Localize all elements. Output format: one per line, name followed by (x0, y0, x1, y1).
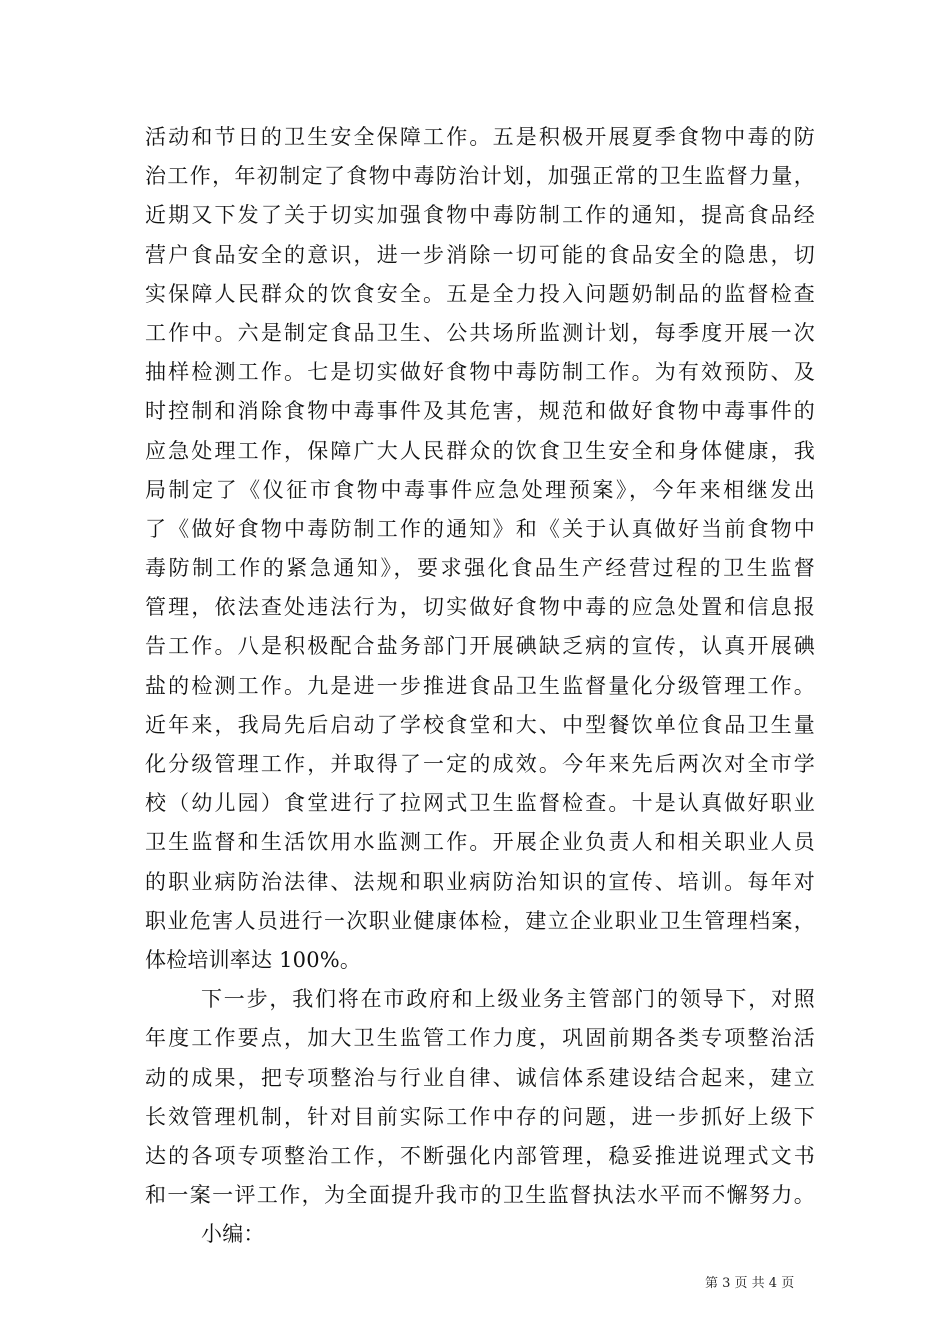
text-line: 和一案一评工作，为全面提升我市的卫生监督执法水平而不懈努力。 (145, 1183, 815, 1208)
text-line: 抽样检测工作。七是切实做好食物中毒防制工作。为有效预防、及 (145, 360, 815, 385)
text-line: 校（幼儿园）食堂进行了拉网式卫生监督检查。十是认真做好职业 (145, 791, 815, 816)
text-line: 卫生监督和生活饮用水监测工作。开展企业负责人和相关职业人员 (145, 830, 815, 855)
text-line: 体检培训率达 100%。 (145, 947, 362, 972)
text-line: 盐的检测工作。九是进一步推进食品卫生监督量化分级管理工作。 (145, 673, 815, 698)
text-line: 年度工作要点，加大卫生监管工作力度，巩固前期各类专项整治活 (145, 1026, 815, 1051)
text-line: 告工作。八是积极配合盐务部门开展碘缺乏病的宣传，认真开展碘 (145, 634, 815, 659)
text-line: 局制定了《仪征市食物中毒事件应急处理预案》，今年来相继发出 (145, 477, 815, 502)
editor-label: 小编： (201, 1222, 265, 1247)
text-line: 治工作，年初制定了食物中毒防治计划，加强正常的卫生监督力量， (145, 164, 815, 189)
text-line: 达的各项专项整治工作，不断强化内部管理，稳妥推进说理式文书 (145, 1143, 815, 1168)
text-line: 工作中。六是制定食品卫生、公共场所监测计划，每季度开展一次 (145, 320, 815, 345)
text-line: 职业危害人员进行一次职业健康体检，建立企业职业卫生管理档案， (145, 908, 815, 933)
text-line: 的职业病防治法律、法规和职业病防治知识的宣传、培训。每年对 (145, 869, 815, 894)
text-line: 下一步，我们将在市政府和上级业务主管部门的领导下，对照 (201, 987, 815, 1012)
text-line: 管理，依法查处违法行为，切实做好食物中毒的应急处置和信息报 (145, 595, 815, 620)
text-line: 时控制和消除食物中毒事件及其危害，规范和做好食物中毒事件的 (145, 399, 815, 424)
text-line: 长效管理机制，针对目前实际工作中存的问题，进一步抓好上级下 (145, 1104, 815, 1129)
text-line: 营户食品安全的意识，进一步消除一切可能的食品安全的隐患，切 (145, 242, 815, 267)
text-line: 活动和节日的卫生安全保障工作。五是积极开展夏季食物中毒的防 (145, 125, 815, 149)
body-text (145, 118, 815, 1254)
text-line: 了《做好食物中毒防制工作的通知》和《关于认真做好当前食物中 (145, 516, 815, 541)
text-line: 动的成果，把专项整治与行业自律、诚信体系建设结合起来，建立 (145, 1065, 815, 1090)
text-line: 实保障人民群众的饮食安全。五是全力投入问题奶制品的监督检查 (145, 281, 815, 306)
page-number: 第 3 页 共 4 页 (705, 1276, 795, 1291)
text-line: 近期又下发了关于切实加强食物中毒防制工作的通知，提高食品经 (145, 203, 815, 228)
text-line: 应急处理工作，保障广大人民群众的饮食卫生安全和身体健康，我 (145, 438, 815, 463)
text-line: 化分级管理工作，并取得了一定的成效。今年来先后两次对全市学 (145, 752, 815, 776)
text-line: 近年来，我局先后启动了学校食堂和大、中型餐饮单位食品卫生量 (145, 712, 815, 737)
text-line: 毒防制工作的紧急通知》，要求强化食品生产经营过程的卫生监督 (145, 556, 815, 581)
